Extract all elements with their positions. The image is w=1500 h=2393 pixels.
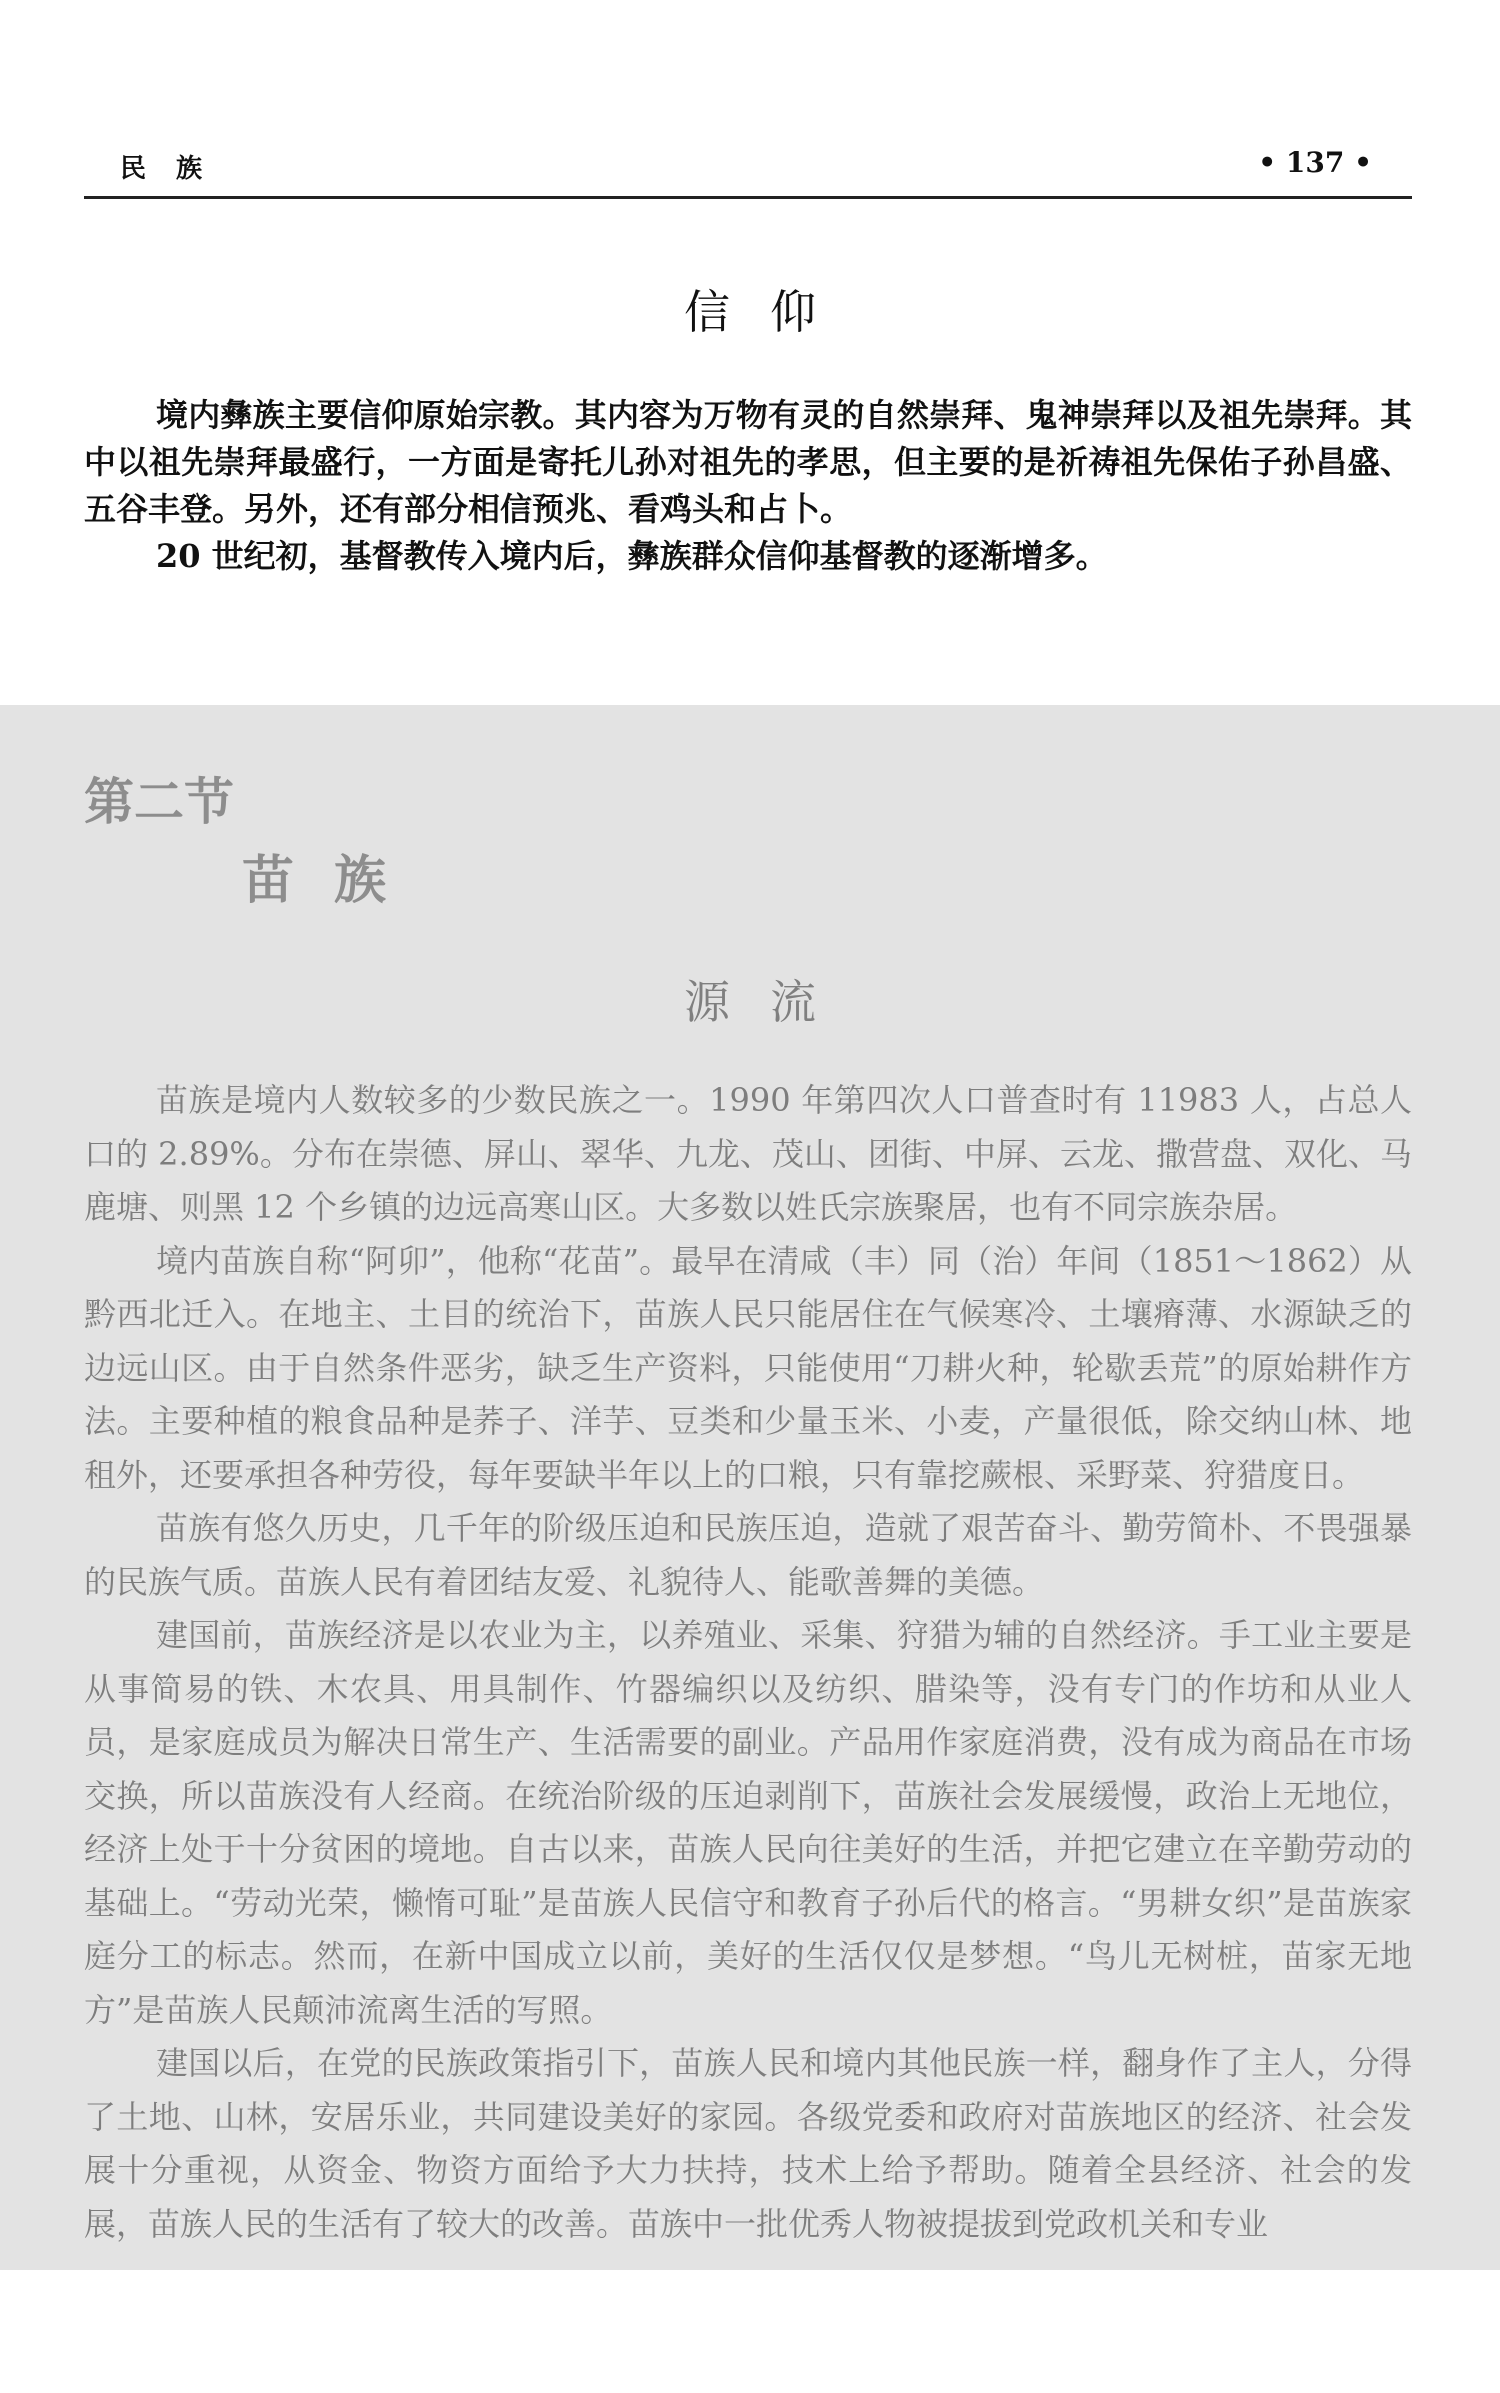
- belief-heading: 信仰: [684, 285, 856, 339]
- source-body: [84, 1074, 1412, 2251]
- belief-paragraph-1: 境内彝族主要信仰原始宗教。其内容为万物有灵的自然崇拜、鬼神崇拜以及祖先崇拜。其中以祖先崇拜最盛行，一方面是寄托儿孙对祖先的孝思，但主要的是祈祷祖先保佑子孙昌盛、五谷丰登。另外，还有部分相信预兆、看鸡头和占卜。: [84, 396, 1412, 528]
- source-heading: 源流: [684, 975, 856, 1029]
- source-paragraph-2: 境内苗族自称“阿卯”，他称“花苗”。最早在清咸（丰）同（治）年间（1851～1862）从黔西北迁入。在地主、土目的统治下，苗族人民只能居住在气候寒冷、土壤瘠薄、水源缺乏的边远山区。由于自然条件恶劣，缺乏生产资料，只能使用“刀耕火种，轮歇丢荒”的原始耕作方法。主要种植的粮食品种是荞子、洋芋、豆类和少量玉米、小麦，产量很低，除交纳山林、地租外，还要承担各种劳役，每年要缺半年以上的口粮，只有靠挖蕨根、采野菜、狩猎度日。: [84, 1241, 1412, 1494]
- belief-paragraph-2: 20 世纪初，基督教传入境内后，彝族群众信仰基督教的逐渐增多。: [156, 537, 1108, 575]
- belief-body: [84, 392, 1412, 580]
- chapter-section-title: 苗族: [242, 851, 427, 911]
- source-paragraph-1: 苗族是境内人数较多的少数民族之一。1990 年第四次人口普查时有 11983 人，占总人口的 2.89%。分布在崇德、屏山、翠华、九龙、茂山、团街、中屏、云龙、撒营盘、双化、马鹿塘、则黑 12 个乡镇的边远高寒山区。大多数以姓氏宗族聚居，也有不同宗族杂居。: [84, 1081, 1412, 1226]
- source-paragraph-3: 苗族有悠久历史，几千年的阶级压迫和民族压迫，造就了艰苦奋斗、勤劳简朴、不畏强暴的民族气质。苗族人民有着团结友爱、礼貌待人、能歌善舞的美德。: [84, 1509, 1412, 1601]
- source-paragraph-5: 建国以后，在党的民族政策指引下，苗族人民和境内其他民族一样，翻身作了主人，分得了土地、山林，安居乐业，共同建设美好的家园。各级党委和政府对苗族地区的经济、社会发展十分重视，从资金、物资方面给予大力扶持，技术上给予帮助。随着全县经济、社会的发展，苗族人民的生活有了较大的改善。苗族中一批优秀人物被提拔到党政机关和专业: [84, 2044, 1412, 2243]
- source-paragraph-4: 建国前，苗族经济是以农业为主，以养殖业、采集、狩猎为辅的自然经济。手工业主要是从事简易的铁、木农具、用具制作、竹器编织以及纺织、腊染等，没有专门的作坊和从业人员，是家庭成员为解决日常生产、生活需要的副业。产品用作家庭消费，没有成为商品在市场交换，所以苗族没有人经商。在统治阶级的压迫剥削下，苗族社会发展缓慢，政治上无地位，经济上处于十分贫困的境地。自古以来，苗族人民向往美好的生活，并把它建立在辛勤劳动的基础上。“劳动光荣，懒惰可耻”是苗族人民信守和教育子孙后代的格言。“男耕女织”是苗族家庭分工的标志。然而，在新中国成立以前，美好的生活仅仅是梦想。“鸟儿无树桩，苗家无地方”是苗族人民颠沛流离生活的写照。: [84, 1616, 1412, 2029]
- running-header: [84, 140, 1412, 199]
- chapter-section-label: 第二节: [84, 773, 234, 831]
- header-section-label: 民族: [120, 154, 233, 184]
- page-number: • 137 •: [1258, 146, 1372, 179]
